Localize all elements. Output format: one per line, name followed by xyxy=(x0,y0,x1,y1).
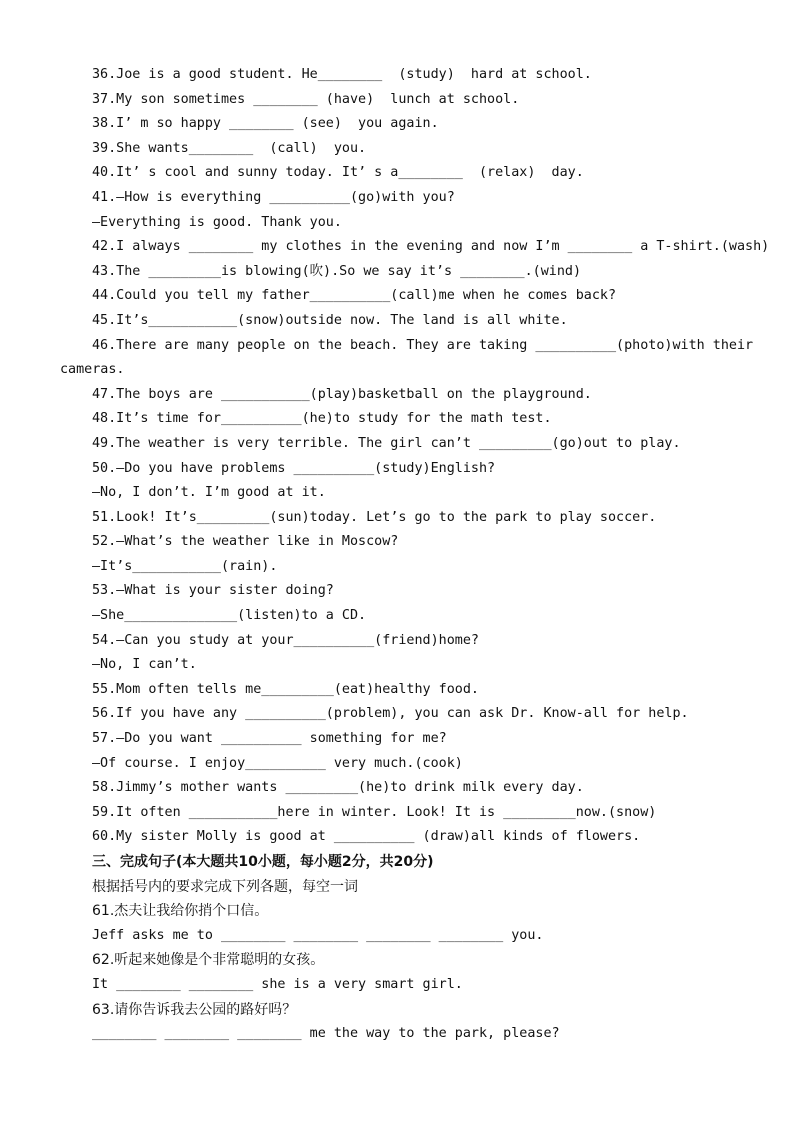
text-line: 59.It often ___________here in winter. Look! It is _________now.(snow) xyxy=(92,804,657,820)
text-line: 55.Mom often tells me_________(eat)healthy food. xyxy=(92,681,479,697)
text-line: 40.It’ s cool and sunny today. It’ s a________ (relax) day. xyxy=(92,165,584,181)
text-line: —She______________(listen)to a CD. xyxy=(92,608,367,624)
text-line: ________ ________ ________ me the way to the park, please? xyxy=(92,1026,560,1042)
text-line: 54.—Can you study at your__________(friend)home? xyxy=(92,632,479,648)
text-line: 36.Joe is a good student. He________ (study) hard at school. xyxy=(92,67,592,82)
text-line: 37.My son sometimes ________ (have) lunch at school. xyxy=(92,91,520,107)
text-line: 43.The _________is blowing(吹).So we say it’s ________.(wind) xyxy=(92,263,582,279)
text-line: 56.If you have any __________(problem), you can ask Dr. Know-all for help. xyxy=(92,706,689,722)
text-line: 63.请你告诉我去公园的路好吗？ xyxy=(92,1001,297,1018)
section-heading: 三、完成句子(本大题共10小题，每小题2分，共20分) xyxy=(92,854,434,870)
text-line: 53.—What is your sister doing? xyxy=(92,583,334,599)
text-line: 49.The weather is very terrible. The girl can’t _________(go)out to play. xyxy=(92,435,681,451)
text-line: 45.It’s___________(snow)outside now. The land is all white. xyxy=(92,312,568,328)
text-line: 58.Jimmy’s mother wants _________(he)to drink milk every day. xyxy=(92,780,584,796)
text-line: 46.There are many people on the beach. They are taking __________(photo)with their xyxy=(92,337,754,353)
text-line: Jeff asks me to ________ ________ ________ ________ you. xyxy=(92,927,544,943)
text-line: —No, I don’t. I’m good at it. xyxy=(92,485,326,501)
text-line: —Of course. I enjoy__________ very much.(cook) xyxy=(92,755,463,771)
text-line: 42.I always ________ my clothes in the evening and now I’m ________ a T-shirt.(wash) xyxy=(92,239,770,255)
text-line: cameras. xyxy=(60,362,125,378)
text-line: 47.The boys are ___________(play)basketball on the playground. xyxy=(92,386,592,402)
text-line: 41.—How is everything __________(go)with you? xyxy=(92,189,455,205)
text-line: It ________ ________ she is a very smart girl. xyxy=(92,976,463,992)
exercise-content xyxy=(60,63,770,1047)
text-line: 52.—What’s the weather like in Moscow? xyxy=(92,534,399,550)
text-line: 根据括号内的要求完成下列各题，每空一词 xyxy=(92,878,358,895)
text-line: 61.杰夫让我给你捎个口信。 xyxy=(92,903,269,920)
text-line: 57.—Do you want __________ something for me? xyxy=(92,731,447,747)
text-line: 39.She wants________ (call) you. xyxy=(92,140,367,156)
text-line: 62.听起来她像是个非常聪明的女孩。 xyxy=(92,952,325,969)
text-line: 48.It’s time for__________(he)to study for the math test. xyxy=(92,411,552,427)
text-line: 51.Look! It’s_________(sun)today. Let’s go to the park to play soccer. xyxy=(92,509,657,525)
text-line: —No, I can’t. xyxy=(92,657,197,673)
text-line: 38.I’ m so happy ________ (see) you again. xyxy=(92,116,439,132)
text-line: 44.Could you tell my father__________(call)me when he comes back? xyxy=(92,288,617,304)
text-line: —It’s___________(rain). xyxy=(92,558,278,574)
text-line: 60.My sister Molly is good at __________ (draw)all kinds of flowers. xyxy=(92,829,641,845)
text-line: 50.—Do you have problems __________(study)English? xyxy=(92,460,496,476)
text-line: —Everything is good. Thank you. xyxy=(92,214,342,230)
